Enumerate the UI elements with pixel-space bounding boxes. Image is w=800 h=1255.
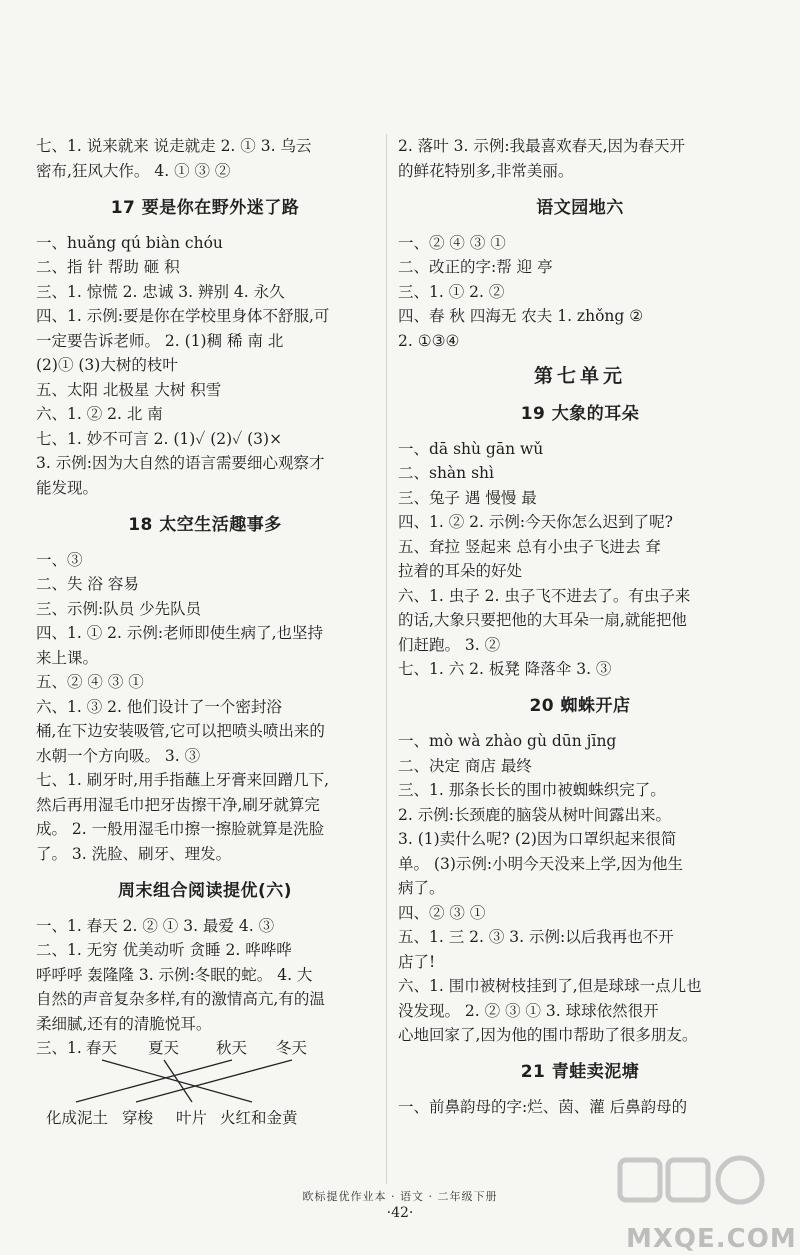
answer-line: 六、1. 围巾被树枝挂到了,但是球球一点儿也 — [398, 977, 702, 995]
answer-line: 五、太阳 北极星 大树 积雪 — [36, 380, 222, 399]
answer-line: 店了! — [398, 952, 436, 971]
match-connector — [136, 1060, 292, 1102]
answer-line: 七、1. 刷牙时,用手指蘸上牙膏来回蹭几下, — [36, 771, 330, 789]
answer-line: 没发现。 2. ② ③ ① 3. 球球依然很开 — [398, 1001, 659, 1020]
answer-line: 三、1. 惊慌 2. 忠诚 3. 辨别 4. 永久 — [36, 282, 285, 301]
answer-line: 自然的声音复杂多样,有的激情高亢,有的温 — [36, 990, 325, 1008]
answer-line: 六、1. ③ 2. 他们设计了一个密封浴 — [36, 697, 282, 716]
section-heading: 语文园地六 — [536, 197, 624, 218]
matching-option: 化成泥土 — [46, 1109, 109, 1127]
answer-line: 五、1. 三 2. ③ 3. 示例:以后我再也不开 — [398, 928, 674, 946]
match-connector — [164, 1060, 192, 1102]
answer-line: 四、1. 示例:要是你在学校里身体不舒服,可 — [36, 307, 330, 325]
answer-line: 的鲜花特别多,非常美丽。 — [398, 161, 574, 180]
match-connector — [102, 1060, 252, 1102]
answer-line: 拉着的耳朵的好处 — [398, 562, 523, 580]
answer-line: 二、1. 无穷 优美动听 贪睡 2. 哗哗哗 — [36, 941, 292, 959]
answer-line: 一、1. 春天 2. ② ① 3. 最爱 4. ③ — [36, 916, 275, 935]
answer-line: 五、② ④ ③ ① — [36, 673, 144, 691]
right-column — [398, 134, 762, 1120]
section-heading: 周末组合阅读提优(六) — [117, 880, 293, 901]
unit-title: 第七单元 — [533, 364, 626, 387]
answer-line: 们赶跑。 3. ② — [398, 635, 501, 654]
answer-line: 一、③ — [36, 550, 83, 569]
answer-line: 3. 示例:因为大自然的语言需要细心观察才 — [36, 454, 325, 472]
matching-option: 火红和金黄 — [220, 1109, 298, 1127]
answer-line: 柔细腻,还有的清脆悦耳。 — [36, 1014, 212, 1033]
footer-book-title: 欧标提优作业本 · 语文 · 二年级下册 — [302, 1190, 498, 1203]
answer-line: 的话,大象只要把他的大耳朵一扇,就能把他 — [398, 611, 687, 629]
matching-option: 叶片 — [176, 1109, 208, 1127]
matching-season: 春天 — [86, 1039, 118, 1057]
section-heading: 18 太空生活趣事多 — [128, 514, 282, 535]
answer-line: 二、决定 商店 最终 — [398, 756, 532, 775]
answer-line: 三、兔子 遇 慢慢 最 — [398, 488, 537, 507]
answer-line: 三、1. ① 2. ② — [398, 282, 505, 301]
watermark-text: MXQE.COM — [626, 1224, 797, 1254]
answer-line: 六、1. ② 2. 北 南 — [36, 405, 163, 423]
answer-line: 呼呼呼 轰隆隆 3. 示例:冬眠的蛇。 4. 大 — [36, 965, 313, 984]
answer-line: 单。 (3)示例:小明今天没来上学,因为他生 — [398, 854, 684, 873]
answer-line: 成。 2. 一般用湿毛巾擦一擦脸就算是洗脸 — [36, 820, 325, 838]
left-column — [36, 134, 374, 1132]
answer-line: 七、1. 说来就来 说走就走 2. ① 3. 乌云 — [36, 137, 312, 155]
answer-line: 三、1. 那条长长的围巾被蜘蛛织完了。 — [398, 781, 666, 799]
answer-line: 了。 3. 洗脸、刷牙、理发。 — [36, 844, 232, 863]
answer-line: 一、前鼻韵母的字:烂、茵、灌 后鼻韵母的 — [398, 1098, 688, 1116]
answer-line: 一、mò wà zhào gù dūn jīng — [398, 732, 617, 750]
answer-line: 二、失 浴 容易 — [36, 575, 139, 593]
answer-line: 四、1. ② 2. 示例:今天你怎么迟到了呢? — [398, 513, 673, 531]
answer-line: 密布,狂风大作。 4. ① ③ ② — [36, 161, 231, 180]
column-divider — [386, 134, 387, 1184]
answer-line: 2. 落叶 3. 示例:我最喜欢春天,因为春天开 — [398, 137, 686, 155]
answer-line: 一定要告诉老师。 2. (1)稠 稀 南 北 — [36, 331, 284, 350]
answer-line: 三、示例:队员 少先队员 — [36, 599, 202, 618]
answer-line: 七、1. 妙不可言 2. (1)✓ (2)✓ (3)× — [36, 429, 283, 448]
answer-line: 2. 示例:长颈鹿的脑袋从树叶间露出来。 — [398, 805, 671, 824]
answer-line: 一、② ④ ③ ① — [398, 233, 506, 252]
answer-line: 能发现。 — [36, 478, 99, 497]
answer-line: 然后再用湿毛巾把牙齿擦干净,刷牙就算完 — [36, 795, 320, 814]
matching-season: 秋天 — [216, 1039, 248, 1057]
answer-line: 五、耷拉 竖起来 总有小虫子飞进去 耷 — [398, 537, 661, 556]
section-heading: 19 大象的耳朵 — [520, 403, 640, 424]
answer-line: 二、改正的字:帮 迎 亭 — [398, 258, 553, 276]
answer-line: 心地回家了,因为他的围巾帮助了很多朋友。 — [398, 1026, 698, 1044]
matching-exercise — [36, 1036, 374, 1132]
matching-option: 穿梭 — [122, 1109, 154, 1127]
section-heading: 17 要是你在野外迷了路 — [110, 197, 300, 218]
answer-line: 来上课。 — [36, 648, 99, 667]
page-number: ·42· — [386, 1205, 414, 1221]
answer-line: 桶,在下边安装吸管,它可以把喷头喷出来的 — [36, 722, 325, 740]
matching-label: 三、1. — [36, 1039, 82, 1057]
answer-line: 七、1. 六 2. 板凳 降落伞 3. ③ — [398, 660, 612, 678]
answer-line: 水朝一个方向吸。 3. ③ — [36, 746, 201, 765]
answer-line: 六、1. 虫子 2. 虫子飞不进去了。有虫子来 — [398, 586, 691, 605]
answer-line: 2. ①③④ — [398, 331, 460, 350]
answer-line: 3. (1)卖什么呢? (2)因为口罩织起来很简 — [398, 830, 677, 848]
match-connector — [76, 1060, 232, 1102]
answer-line: 一、dā shù gān wǔ — [398, 439, 544, 458]
section-heading: 21 青蛙卖泥塘 — [520, 1062, 640, 1082]
answer-line: 四、② ③ ① — [398, 903, 486, 922]
section-heading: 20 蜘蛛开店 — [529, 696, 631, 716]
matching-season: 夏天 — [148, 1039, 180, 1057]
answer-line: 二、shàn shì — [398, 464, 494, 482]
answer-line: 二、指 针 帮助 砸 积 — [36, 258, 180, 276]
answer-line: 一、huǎng qú biàn chóu — [36, 233, 223, 252]
answer-line: 四、1. ① 2. 示例:老师即使生病了,也坚持 — [36, 624, 324, 642]
answer-line: (2)① (3)大树的枝叶 — [36, 356, 178, 374]
answer-line: 四、春 秋 四海无 农夫 1. zhǒng ② — [398, 307, 644, 325]
answer-line: 病了。 — [398, 879, 445, 897]
matching-season: 冬天 — [276, 1039, 308, 1057]
